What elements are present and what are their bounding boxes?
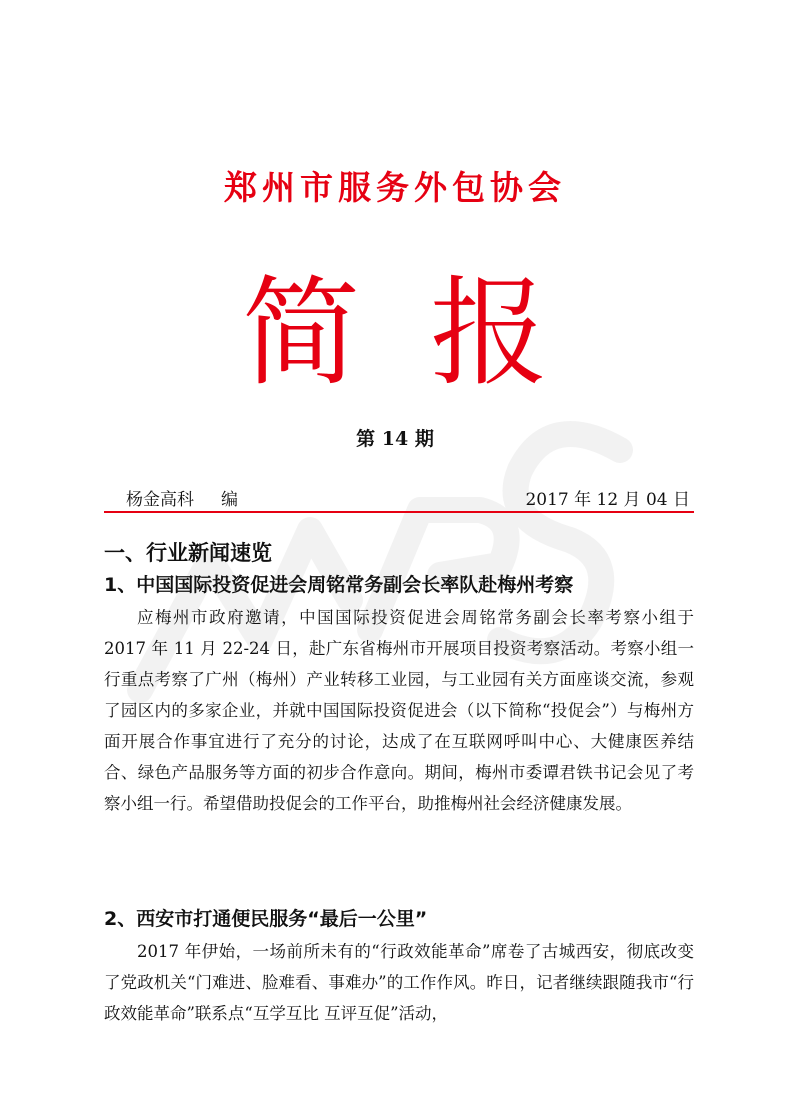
meta-line bbox=[104, 485, 694, 509]
issue-number: 第 14 期 bbox=[356, 428, 434, 450]
article-heading: 1、中国国际投资促进会周铭常务副会长率队赴梅州考察 bbox=[104, 574, 574, 596]
article-body: 应梅州市政府邀请，中国国际投资促进会周铭常务副会长率考察小组于 2017 年 11 月 22-24 日，赴广东省梅州市开展项目投资考察活动。考察小组一行重点考察了广州（梅州）产业转移工业园，与工业园有关方面座谈交流，参观了园区内的多家企业，并就中国国际投资促进会（以下简称“投促会”）与梅州方面开展合作事宜进行了充分的讨论，达成了在互联网呼叫中心、大健康医养结合、绿色产品服务等方面的初步合作意向。期间，梅州市委谭君铁书记会见了考察小组一行。希望借助投促会的工作平台，助推梅州社会经济健康发展。 bbox=[104, 608, 694, 813]
section-title: 一、行业新闻速览 bbox=[104, 541, 272, 565]
editor: 杨金高科 编 bbox=[126, 490, 239, 510]
article-heading: 2、西安市打通便民服务“最后一公里” bbox=[104, 908, 428, 930]
article-body: 2017 年伊始，一场前所未有的“行政效能革命”席卷了古城西安，彻底改变了党政机关“门难进、脸难看、事难办”的工作作风。昨日，记者继续跟随我市“行政效能革命”联系点“互学互比 互评互促”活动， bbox=[104, 942, 694, 1023]
header-divider bbox=[104, 511, 694, 513]
organization-name: 郑州市服务外包协会 bbox=[224, 168, 566, 207]
document-title: 简报 bbox=[241, 264, 618, 402]
publish-date: 2017 年 12 月 04 日 bbox=[525, 490, 690, 510]
